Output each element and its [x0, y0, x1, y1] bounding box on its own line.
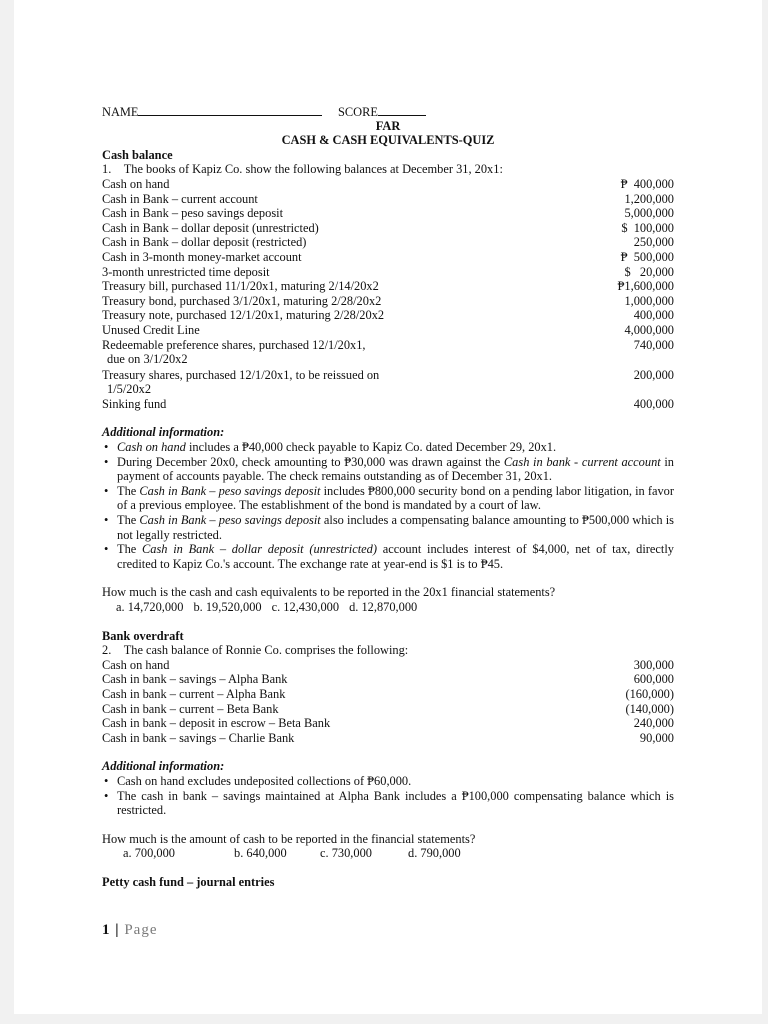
question-number: 1.: [102, 162, 112, 177]
item-label: Cash in bank – current – Beta Bank: [102, 701, 279, 716]
section-heading-cash-balance: Cash balance: [102, 147, 173, 162]
question-1-ask: How much is the cash and cash equivalents to be reported in the 20x1 financial statements?: [102, 585, 556, 600]
list-item: [102, 731, 674, 746]
list-item: [102, 397, 674, 412]
item-amount: 400,000: [633, 308, 674, 323]
question-number: 2.: [102, 643, 112, 658]
subject-title: FAR: [375, 118, 401, 133]
name-blank: [138, 104, 322, 116]
item-amount: 200,000: [633, 367, 674, 382]
item-amount: ₱ 400,000: [620, 176, 674, 191]
page-footer: [102, 922, 157, 939]
item-amount: 1,000,000: [624, 293, 674, 308]
list-item: [102, 235, 674, 250]
additional-info-heading: Additional information:: [102, 759, 225, 774]
item-amount: 300,000: [633, 657, 674, 672]
item-amount: 1,200,000: [624, 191, 674, 206]
item-amount: (140,000): [625, 701, 674, 716]
choice-d: d. 12,870,000: [349, 600, 418, 614]
question-2: [102, 643, 674, 658]
cash-balance-list: [102, 658, 674, 746]
item-label: 3-month unrestricted time deposit: [102, 264, 270, 279]
list-item: [102, 206, 674, 221]
document-page: [14, 0, 762, 1014]
choice-a: a. 14,720,000: [116, 600, 184, 614]
item-amount: 400,000: [633, 396, 674, 411]
item-label: Cash in bank – current – Alpha Bank: [102, 686, 286, 701]
item-amount: $ 20,000: [624, 264, 674, 279]
item-label: Cash in Bank – current account: [102, 191, 258, 206]
score-label: SCORE: [338, 105, 378, 119]
item-amount: 250,000: [633, 235, 674, 250]
choice-a: a. 700,000: [123, 846, 175, 861]
choice-c: c. 730,000: [320, 846, 372, 861]
list-item: • The Cash in Bank – dollar deposit (unrestricted) account includes interest of $4,000, net of tax, directly credited to Kapiz Co.'s account. The exchange rate at year-end is $1 is to ₱45.: [102, 542, 674, 571]
page-number: 1: [102, 922, 111, 938]
item-label: Cash in Bank – dollar deposit (unrestricted): [102, 220, 319, 235]
name-label: NAME: [102, 105, 139, 119]
additional-info-heading: Additional information:: [102, 425, 225, 440]
list-item: • The Cash in Bank – peso savings deposit includes ₱800,000 security bond on a pending labor litigation, in favor of a previous employee. The establishment of the bond is mandated by a court of law.: [102, 484, 674, 513]
list-item: [102, 672, 674, 687]
item-amount: 740,000: [633, 337, 674, 352]
list-item: • The Cash in Bank – peso savings deposit also includes a compensating balance amounting to ₱500,000 which is not legally restricted.: [102, 513, 674, 542]
item-label: Treasury bond, purchased 3/1/20x1, maturing 2/28/20x2: [102, 293, 382, 308]
score-field: [338, 104, 426, 120]
list-item: • Cash on hand includes a ₱40,000 check payable to Kapiz Co. dated December 29, 20x1.: [102, 440, 674, 455]
list-item: [102, 294, 674, 309]
list-item: [102, 265, 674, 280]
item-amount: (160,000): [625, 686, 674, 701]
list-item: [102, 192, 674, 207]
additional-info-list: [102, 774, 674, 818]
list-item: • During December 20x0, check amounting to ₱30,000 was drawn against the Cash in bank - current account in payment of accounts payable. The check remains outstanding as of December 31, 20x1.: [102, 455, 674, 484]
document-content: [102, 104, 674, 890]
item-label: Cash in Bank – peso savings deposit: [102, 206, 284, 221]
list-item: [102, 687, 674, 702]
list-item: [102, 702, 674, 717]
list-item: [102, 279, 674, 294]
page-separator: |: [115, 922, 120, 938]
list-item: [102, 308, 674, 323]
choice-b: b. 19,520,000: [193, 600, 262, 614]
list-item-redeemable: [102, 338, 674, 367]
name-field: [102, 104, 322, 120]
section-heading-bank-overdraft: Bank overdraft: [102, 628, 184, 643]
item-amount: 600,000: [633, 672, 674, 687]
item-label: Cash on hand: [102, 176, 170, 191]
balance-list: [102, 177, 674, 412]
question-2-ask: How much is the amount of cash to be reported in the financial statements?: [102, 831, 476, 846]
item-amount: ₱ 500,000: [620, 249, 674, 264]
item-label: Cash on hand: [102, 657, 170, 672]
list-item-treasury-shares: [102, 368, 674, 397]
list-item: • Cash on hand excludes undeposited collections of ₱60,000.: [102, 774, 674, 789]
header-line: [102, 104, 674, 119]
list-item: [102, 221, 674, 236]
item-amount: 90,000: [639, 730, 674, 745]
list-item: [102, 250, 674, 265]
question-text: The books of Kapiz Co. show the following balances at December 31, 20x1:: [123, 162, 503, 177]
item-label: Treasury bill, purchased 11/1/20x1, maturing 2/14/20x2: [102, 279, 379, 294]
item-label: Sinking fund: [102, 396, 167, 411]
additional-info-list: [102, 440, 674, 571]
choice-c: c. 12,430,000: [271, 600, 340, 614]
section-heading-petty-cash: Petty cash fund – journal entries: [102, 874, 275, 889]
item-label: Cash in Bank – dollar deposit (restricted): [102, 235, 307, 250]
choice-d: d. 790,000: [408, 846, 461, 861]
item-label: Cash in bank – savings – Alpha Bank: [102, 672, 288, 687]
score-blank: [378, 104, 426, 116]
item-label: Cash in bank – deposit in escrow – Beta Bank: [102, 716, 331, 731]
list-item: • The cash in bank – savings maintained at Alpha Bank includes a ₱100,000 compensating balance which is restricted.: [102, 789, 674, 818]
question-2-choices: [102, 846, 674, 861]
item-label: Cash in 3-month money-market account: [102, 249, 302, 264]
item-label: Treasury shares, purchased 12/1/20x1, to be reissued on 1/5/20x2: [102, 367, 380, 397]
list-item: [102, 323, 674, 338]
question-1: [102, 162, 674, 177]
question-text: The cash balance of Ronnie Co. comprises the following:: [123, 643, 409, 658]
list-item: [102, 716, 674, 731]
item-label: Treasury note, purchased 12/1/20x1, maturing 2/28/20x2: [102, 308, 385, 323]
question-1-choices: [102, 600, 674, 615]
item-amount: 5,000,000: [624, 206, 674, 221]
item-amount: 240,000: [633, 716, 674, 731]
item-amount: 4,000,000: [624, 322, 674, 337]
quiz-title: CASH & CASH EQUIVALENTS-QUIZ: [281, 133, 495, 148]
list-item: [102, 177, 674, 192]
item-label: Unused Credit Line: [102, 322, 200, 337]
item-amount: $ 100,000: [621, 220, 674, 235]
choice-b: b. 640,000: [234, 846, 287, 861]
item-amount: ₱1,600,000: [617, 279, 674, 294]
page-word: Page: [124, 922, 158, 938]
item-label: Cash in bank – savings – Charlie Bank: [102, 730, 295, 745]
item-label: Redeemable preference shares, purchased 12/1/20x1, due on 3/1/20x2: [102, 337, 366, 367]
list-item: [102, 658, 674, 673]
